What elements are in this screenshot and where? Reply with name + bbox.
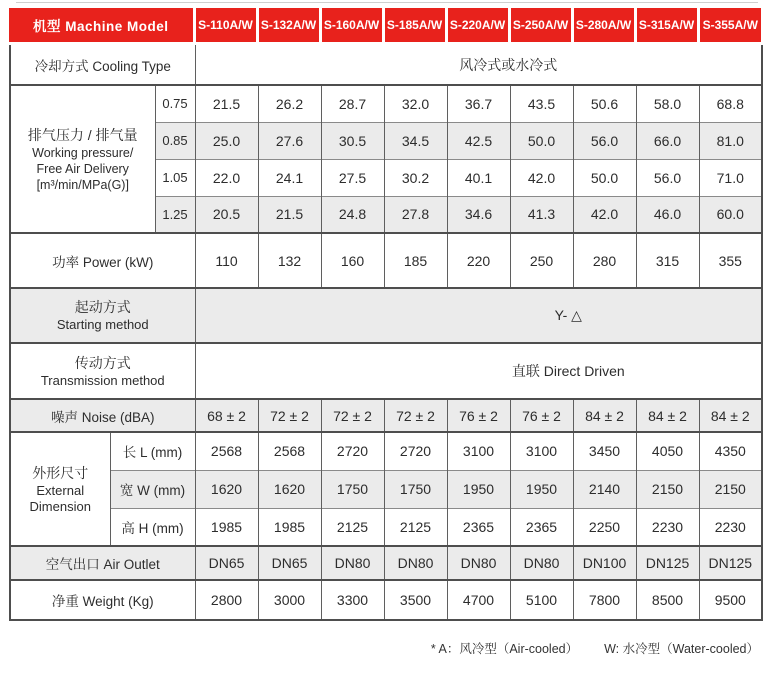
value-cell: 72 ± 2	[321, 399, 384, 432]
top-divider	[16, 2, 758, 3]
value-cell: 40.1	[447, 159, 510, 196]
value-cell: 72 ± 2	[258, 399, 321, 432]
footnote-air-cooled: * A：风冷型（Air-cooled）	[430, 642, 579, 656]
value-cell: 26.2	[258, 85, 321, 122]
value-cell: 1950	[447, 470, 510, 508]
value-cell: DN65	[258, 546, 321, 580]
value-cell: 84 ± 2	[636, 399, 699, 432]
value-cell: 8500	[636, 580, 699, 620]
dimension-label-cn: 外形尺寸	[32, 464, 89, 481]
value-cell: 2720	[321, 432, 384, 470]
value-cell: 36.7	[447, 85, 510, 122]
cooling-type-value: 风冷式或水冷式	[195, 45, 762, 85]
starting-method-value: Y- △	[195, 288, 762, 343]
dimension-label-en: Dimension	[29, 498, 91, 514]
value-cell: 30.2	[384, 159, 447, 196]
value-cell: 132	[258, 233, 321, 288]
value-cell: 9500	[699, 580, 762, 620]
value-cell: 2720	[384, 432, 447, 470]
value-cell: 280	[573, 233, 636, 288]
noise-label: 噪声 Noise (dBA)	[10, 399, 195, 432]
value-cell: 20.5	[195, 196, 258, 233]
value-cell: 32.0	[384, 85, 447, 122]
dimension-sub-label: 长 L (mm)	[110, 432, 195, 470]
cooling-type-label: 冷却方式 Cooling Type	[34, 58, 171, 74]
model-header-cell: S-132A/W	[257, 8, 320, 42]
value-cell: 27.8	[384, 196, 447, 233]
value-cell: 2365	[510, 508, 573, 546]
value-cell: 1750	[321, 470, 384, 508]
table-row-dimension-height	[10, 508, 762, 546]
value-cell: 24.1	[258, 159, 321, 196]
value-cell: 355	[699, 233, 762, 288]
pressure-label-cn: 排气压力 / 排气量	[27, 126, 138, 143]
value-cell: DN125	[636, 546, 699, 580]
value-cell: 1620	[195, 470, 258, 508]
pressure-label-en: Working pressure/	[32, 145, 134, 160]
table-row-air-outlet	[10, 546, 762, 580]
value-cell: 25.0	[195, 122, 258, 159]
spec-table-wrap	[9, 8, 761, 657]
transmission-method-label	[10, 343, 195, 399]
value-cell: 50.0	[510, 122, 573, 159]
table-row	[9, 8, 761, 42]
value-cell: 81.0	[699, 122, 762, 159]
value-cell: 1985	[195, 508, 258, 546]
value-cell: 24.8	[321, 196, 384, 233]
value-cell: 2568	[258, 432, 321, 470]
value-cell: 2125	[384, 508, 447, 546]
value-cell: 1750	[384, 470, 447, 508]
model-header-cell: S-185A/W	[383, 8, 446, 42]
value-cell: 72 ± 2	[384, 399, 447, 432]
value-cell: 50.6	[573, 85, 636, 122]
value-cell: DN80	[510, 546, 573, 580]
value-cell: 58.0	[636, 85, 699, 122]
value-cell: 2230	[636, 508, 699, 546]
value-cell: 3450	[573, 432, 636, 470]
value-cell: DN100	[573, 546, 636, 580]
value-cell: 3000	[258, 580, 321, 620]
value-cell: 2125	[321, 508, 384, 546]
transmission-method-label-cn: 传动方式	[74, 354, 131, 371]
starting-method-label-en: Starting method	[56, 317, 149, 332]
value-cell: 68 ± 2	[195, 399, 258, 432]
value-cell: 4700	[447, 580, 510, 620]
model-header-cell: S-355A/W	[698, 8, 761, 42]
value-cell: 7800	[573, 580, 636, 620]
value-cell: 4350	[699, 432, 762, 470]
value-cell: 3500	[384, 580, 447, 620]
value-cell: 5100	[510, 580, 573, 620]
value-cell: 34.6	[447, 196, 510, 233]
model-header-cell: S-220A/W	[446, 8, 509, 42]
value-cell: 42.0	[573, 196, 636, 233]
value-cell: 21.5	[195, 85, 258, 122]
value-cell: 2150	[699, 470, 762, 508]
value-cell: 3100	[510, 432, 573, 470]
value-cell: 71.0	[699, 159, 762, 196]
value-cell: DN125	[699, 546, 762, 580]
value-cell: 42.0	[510, 159, 573, 196]
value-cell: 43.5	[510, 85, 573, 122]
footnote-water-cooled: W: 水冷型（Water-cooled）	[604, 642, 759, 656]
pressure-section-label	[10, 85, 155, 233]
model-header-cell: S-280A/W	[572, 8, 635, 42]
footnote	[9, 639, 761, 657]
value-cell: 50.0	[573, 159, 636, 196]
value-cell: 1950	[510, 470, 573, 508]
value-cell: 27.5	[321, 159, 384, 196]
dimension-sub-label: 宽 W (mm)	[110, 470, 195, 508]
value-cell: 60.0	[699, 196, 762, 233]
value-cell: 28.7	[321, 85, 384, 122]
table-row-dimension-length	[10, 432, 762, 470]
value-cell: 1620	[258, 470, 321, 508]
pressure-sub-label: 1.05	[155, 159, 195, 196]
spec-body-table	[9, 45, 763, 621]
dimension-sub-label: 高 H (mm)	[110, 508, 195, 546]
value-cell: 2150	[636, 470, 699, 508]
value-cell: 27.6	[258, 122, 321, 159]
table-row-starting-method	[10, 288, 762, 343]
model-header-cell: S-315A/W	[635, 8, 698, 42]
starting-method-label	[10, 288, 195, 343]
value-cell: 84 ± 2	[699, 399, 762, 432]
value-cell: 110	[195, 233, 258, 288]
value-cell: 2140	[573, 470, 636, 508]
starting-method-label-cn: 起动方式	[74, 299, 131, 315]
table-row-noise	[10, 399, 762, 432]
pressure-sub-label: 0.75	[155, 85, 195, 122]
model-header-table	[9, 8, 761, 42]
value-cell: 3100	[447, 432, 510, 470]
value-cell: 3300	[321, 580, 384, 620]
model-header-cell: S-110A/W	[194, 8, 257, 42]
pressure-sub-label: 0.85	[155, 122, 195, 159]
power-label: 功率 Power (kW)	[10, 233, 195, 288]
model-header-cell: S-250A/W	[509, 8, 572, 42]
dimension-section-label	[10, 432, 110, 546]
machine-model-header: 机型 Machine Model	[9, 8, 194, 42]
value-cell: 185	[384, 233, 447, 288]
value-cell: 46.0	[636, 196, 699, 233]
value-cell: 2568	[195, 432, 258, 470]
value-cell: 2230	[699, 508, 762, 546]
value-cell: 41.3	[510, 196, 573, 233]
value-cell: 1985	[258, 508, 321, 546]
pressure-label-unit: [m³/min/MPa(G)]	[36, 177, 129, 192]
value-cell: 42.5	[447, 122, 510, 159]
table-row-cooling	[10, 45, 762, 85]
table-row-transmission-method	[10, 343, 762, 399]
value-cell: 56.0	[573, 122, 636, 159]
value-cell: 76 ± 2	[447, 399, 510, 432]
weight-label: 净重 Weight (Kg)	[10, 580, 195, 620]
pressure-label-en: Free Air Delivery	[36, 161, 129, 176]
value-cell: 160	[321, 233, 384, 288]
transmission-method-value: 直联 Direct Driven	[195, 343, 762, 399]
value-cell: DN80	[321, 546, 384, 580]
transmission-method-label-en: Transmission method	[40, 372, 165, 388]
value-cell: DN65	[195, 546, 258, 580]
air-outlet-label: 空气出口 Air Outlet	[10, 546, 195, 580]
value-cell: 68.8	[699, 85, 762, 122]
value-cell: DN80	[384, 546, 447, 580]
value-cell: 2365	[447, 508, 510, 546]
value-cell: 250	[510, 233, 573, 288]
value-cell: 21.5	[258, 196, 321, 233]
value-cell: DN80	[447, 546, 510, 580]
value-cell: 30.5	[321, 122, 384, 159]
table-row-dimension-width	[10, 470, 762, 508]
model-header-cell: S-160A/W	[320, 8, 383, 42]
value-cell: 22.0	[195, 159, 258, 196]
value-cell: 315	[636, 233, 699, 288]
table-row-pressure-075	[10, 85, 762, 122]
value-cell: 2800	[195, 580, 258, 620]
dimension-label-en: External	[36, 482, 85, 498]
value-cell: 2250	[573, 508, 636, 546]
pressure-sub-label: 1.25	[155, 196, 195, 233]
table-row-weight	[10, 580, 762, 620]
value-cell: 220	[447, 233, 510, 288]
value-cell: 84 ± 2	[573, 399, 636, 432]
value-cell: 4050	[636, 432, 699, 470]
value-cell: 56.0	[636, 159, 699, 196]
table-row-power	[10, 233, 762, 288]
value-cell: 66.0	[636, 122, 699, 159]
value-cell: 34.5	[384, 122, 447, 159]
value-cell: 76 ± 2	[510, 399, 573, 432]
